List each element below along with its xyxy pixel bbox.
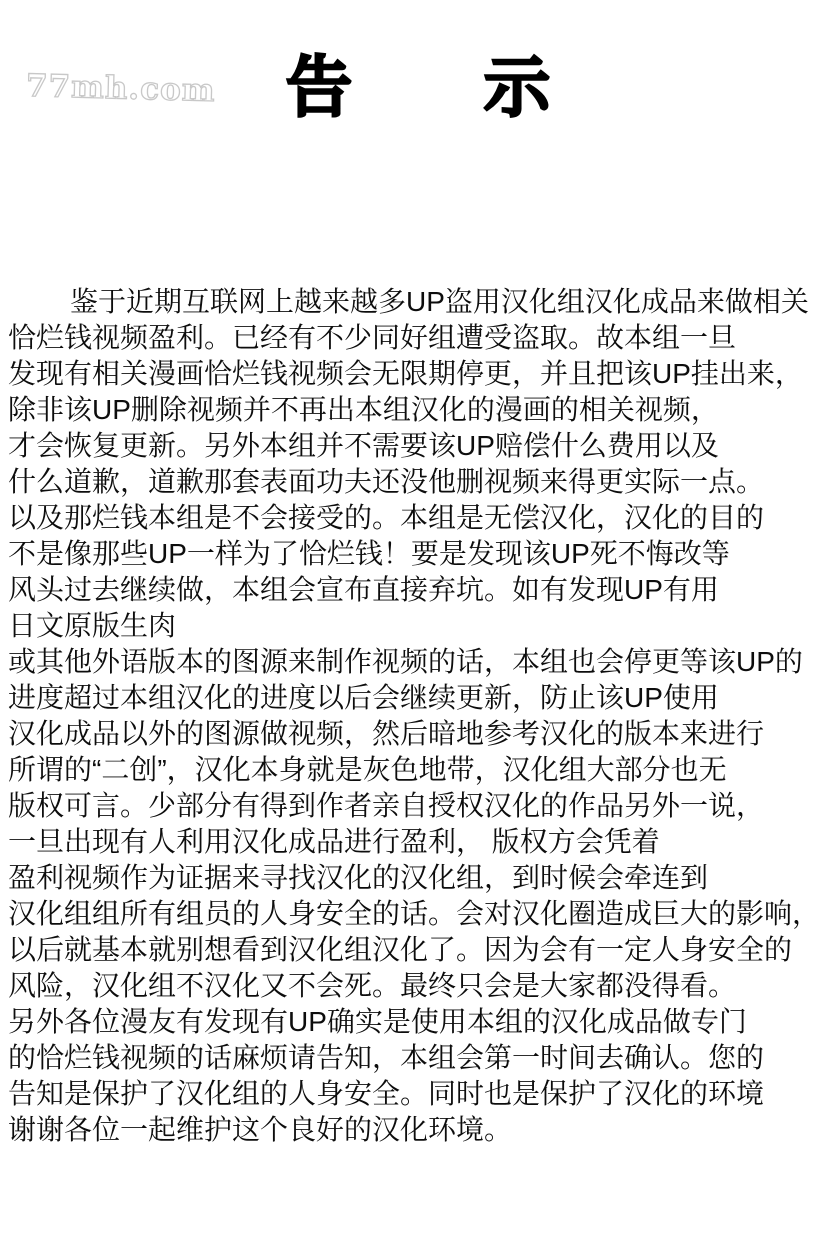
notice-line: 什么道歉，道歉那套表面功夫还没他删视频来得更实际一点。 [8,466,765,497]
notice-line: 所谓的“二创”，汉化本身就是灰色地带，汉化组大部分也无 [8,754,727,785]
notice-line: 风头过去继续做，本组会宣布直接弃坑。如有发现UP有用 [8,574,719,605]
notice-line: 风险，汉化组不汉化又不会死。最终只会是大家都没得看。 [8,970,737,1001]
notice-line: 才会恢复更新。另外本组并不需要该UP赔偿什么费用以及 [8,430,719,461]
notice-page [0,50,836,1254]
notice-line: 盈利视频作为证据来寻找汉化的汉化组，到时候会牵连到 [8,862,709,893]
notice-line: 除非该UP删除视频并不再出本组汉化的漫画的相关视频， [8,394,719,425]
notice-line: 恰烂钱视频盈利。已经有不少同好组遭受盗取。故本组一旦 [8,322,737,353]
notice-line: 汉化组组所有组员的人身安全的话。会对汉化圈造成巨大的影响， [8,898,821,929]
notice-line: 不是像那些UP一样为了恰烂钱！要是发现该UP死不悔改等 [8,538,730,569]
notice-line: 谢谢各位一起维护这个良好的汉化环境。 [8,1114,513,1145]
site-watermark-77mh: 77mh.com [25,68,217,109]
notice-line: 发现有相关漫画恰烂钱视频会无限期停更，并且把该UP挂出来， [8,358,803,389]
notice-line: 版权可言。少部分有得到作者亲自授权汉化的作品另外一说， [8,790,765,821]
notice-line: 告知是保护了汉化组的人身安全。同时也是保护了汉化的环境 [8,1078,765,1109]
notice-line: 一旦出现有人利用汉化成品进行盈利， 版权方会凭着 [8,826,660,857]
notice-body [8,284,828,1148]
notice-line: 以后就基本就别想看到汉化组汉化了。因为会有一定人身安全的 [8,934,793,965]
notice-line: 日文原版生肉 [8,610,177,641]
notice-line: 或其他外语版本的图源来制作视频的话，本组也会停更等该UP的 [8,646,803,677]
notice-line: 的恰烂钱视频的话麻烦请告知，本组会第一时间去确认。您的 [8,1042,765,1073]
notice-line: 以及那烂钱本组是不会接受的。本组是无偿汉化，汉化的目的 [8,502,765,533]
notice-line: 另外各位漫友有发现有UP确实是使用本组的汉化成品做专门 [8,1006,747,1037]
notice-line: 进度超过本组汉化的进度以后会继续更新，防止该UP使用 [8,682,719,713]
notice-line: 汉化成品以外的图源做视频，然后暗地参考汉化的版本来进行 [8,718,765,749]
notice-title: 告 示 [286,50,550,124]
notice-line: 鉴于近期互联网上越来越多UP盗用汉化组汉化成品来做相关 [70,286,809,317]
